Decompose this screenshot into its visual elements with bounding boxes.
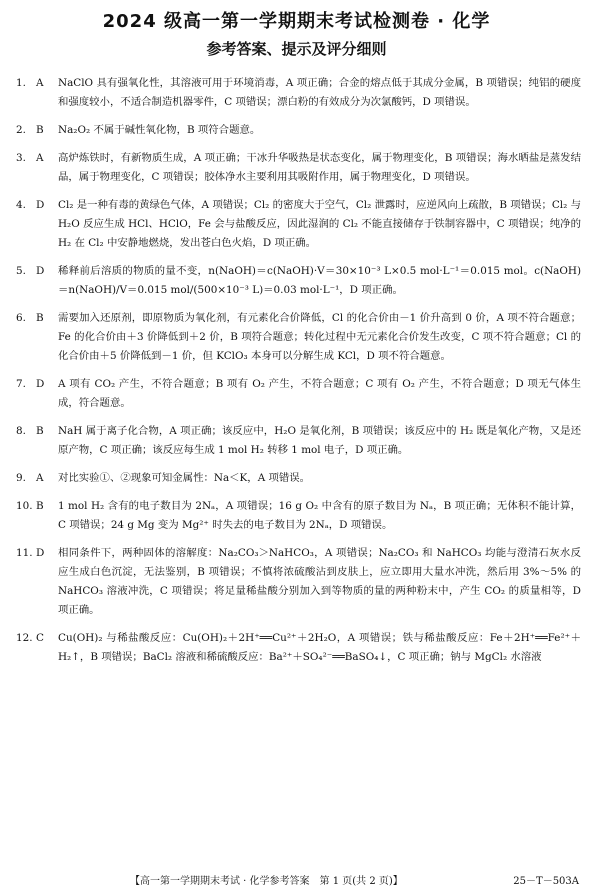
- question-number: 6.: [16, 312, 26, 324]
- question-number: 4.: [16, 199, 26, 211]
- answer-item: [16, 74, 581, 112]
- answer-list: [0, 74, 593, 667]
- question-number: 11.: [16, 547, 33, 559]
- page-footer: [0, 872, 593, 892]
- answer-choice: D: [36, 265, 45, 277]
- document-title: 2024 级高一第一学期期末考试检测卷 · 化学: [102, 11, 491, 32]
- answer-item: [16, 497, 581, 535]
- answer-explanation: Cu(OH)₂ 与稀盐酸反应：Cu(OH)₂＋2H⁺══Cu²⁺＋2H₂O，A 项错误；铁与稀盐酸反应：Fe＋2H⁺══Fe²⁺＋H₂↑，B 项错误；BaCl₂ 溶液和稀硫酸反应：Ba²⁺＋SO₄²⁻══BaSO₄↓，C 项正确；钠与 MgCl₂ 水溶液: [58, 632, 581, 663]
- document-header: [0, 10, 593, 60]
- answer-item: [16, 544, 581, 620]
- answer-item: [16, 629, 581, 667]
- answer-explanation: 需要加入还原剂，即原物质为氧化剂，有元素化合价降低，Cl 的化合价由－1 价升高到 0 价，A 项不符合题意；Fe 的化合价由＋3 价降低到＋2 价，B 项符合题意；转化过程中无元素化合价发生改变，C 项不符合题意；Cl 的化合价由＋5 价降低到－1 价，但 KClO₃ 本身可以分解生成 KCl，D 项不符合题意。: [58, 312, 581, 362]
- answer-explanation: 稀释前后溶质的物质的量不变，n(NaOH)＝c(NaOH)·V＝30×10⁻³ L×0.5 mol·L⁻¹＝0.015 mol。c(NaOH)＝n(NaOH)/V＝0.015 mol/(500×10⁻³ L)＝0.03 mol·L⁻¹，D 项正确。: [58, 265, 581, 296]
- question-number: 1.: [16, 77, 26, 89]
- answer-explanation: Na₂O₂ 不属于碱性氧化物，B 项符合题意。: [58, 124, 261, 136]
- question-number: 12.: [16, 632, 33, 644]
- answer-choice: D: [36, 547, 45, 559]
- answer-choice: B: [36, 425, 44, 437]
- answer-item: [16, 262, 581, 300]
- answer-explanation: 相同条件下，两种固体的溶解度：Na₂CO₃＞NaHCO₃，A 项错误；Na₂CO₃ 和 NaHCO₃ 均能与澄清石灰水反应生成白色沉淀，无法鉴别，B 项错误；不慎将浓硫酸沾到皮肤上，应立即用大量水冲洗，然后用 3%～5% 的 NaHCO₃ 溶液冲洗，C 项错误；将足量稀盐酸分别加入到等物质的量的两种粉末中，产生 CO₂ 的质量相等，D 项正确。: [58, 547, 581, 616]
- answer-item: [16, 196, 581, 253]
- answer-choice: B: [36, 500, 44, 512]
- answer-explanation: NaH 属于离子化合物，A 项正确；该反应中，H₂O 是氧化剂，B 项错误；该反应中的 H₂ 既是氧化产物，又是还原产物，C 项正确；该反应每生成 1 mol H₂ 转移 1 mol 电子，D 项正确。: [58, 425, 581, 456]
- answer-item: [16, 375, 581, 413]
- question-number: 8.: [16, 425, 26, 437]
- question-number: 5.: [16, 265, 26, 277]
- question-number: 2.: [16, 124, 26, 136]
- footer-page-info: 【高一第一学期期末考试 · 化学参考答案 第 1 页(共 2 页)】: [130, 876, 403, 887]
- answer-explanation: 高炉炼铁时，有新物质生成，A 项正确；干冰升华吸热是状态变化，属于物理变化，B 项错误；海水晒盐是蒸发结晶，属于物理变化，C 项错误；胶体净水主要利用其吸附作用，属于物理变化，D 项错误。: [58, 152, 581, 183]
- answer-explanation: 1 mol H₂ 含有的电子数目为 2Nₐ，A 项错误；16 g O₂ 中含有的原子数目为 Nₐ，B 项正确；无体积不能计算，C 项错误；24 g Mg 变为 Mg²⁺ 时失去的电子数目为 2Nₐ，D 项错误。: [58, 500, 581, 531]
- question-number: 10.: [16, 500, 33, 512]
- answer-choice: B: [36, 124, 44, 136]
- answer-choice: A: [36, 472, 44, 484]
- answer-choice: D: [36, 378, 45, 390]
- answer-choice: A: [36, 152, 44, 164]
- answer-item: [16, 422, 581, 460]
- footer-code: 25－T－503A: [513, 876, 579, 887]
- question-number: 3.: [16, 152, 26, 164]
- answer-explanation: NaClO 具有强氧化性，其溶液可用于环境消毒，A 项正确；合金的熔点低于其成分金属，B 项错误；纯铝的硬度和强度较小，不适合制造机器零件，C 项错误；漂白粉的有效成分为次氯酸钙，D 项错误。: [58, 77, 581, 108]
- question-number: 9.: [16, 472, 26, 484]
- question-number: 7.: [16, 378, 26, 390]
- answer-item: [16, 309, 581, 366]
- answer-choice: D: [36, 199, 45, 211]
- answer-choice: C: [36, 632, 44, 644]
- answer-item: [16, 469, 581, 488]
- document-subtitle: 参考答案、提示及评分细则: [206, 40, 387, 58]
- answer-explanation: Cl₂ 是一种有毒的黄绿色气体，A 项错误；Cl₂ 的密度大于空气，Cl₂ 泄露时，应逆风向上疏散，B 项错误；Cl₂ 与 H₂O 反应生成 HCl、HClO，Fe 会与盐酸反应，因此湿润的 Cl₂ 不能直接储存于铁制容器中，C 项错误；纯净的 H₂ 在 Cl₂ 中安静地燃烧，发出苍白色火焰，D 项正确。: [58, 199, 581, 249]
- answer-item: [16, 149, 581, 187]
- answer-choice: B: [36, 312, 44, 324]
- answer-item: [16, 121, 581, 140]
- answer-choice: A: [36, 77, 44, 89]
- answer-explanation: A 项有 CO₂ 产生，不符合题意；B 项有 O₂ 产生，不符合题意；C 项有 O₂ 产生，不符合题意；D 项无气体生成，符合题意。: [58, 378, 581, 409]
- answer-explanation: 对比实验①、②现象可知金属性：Na＜K，A 项错误。: [58, 472, 311, 484]
